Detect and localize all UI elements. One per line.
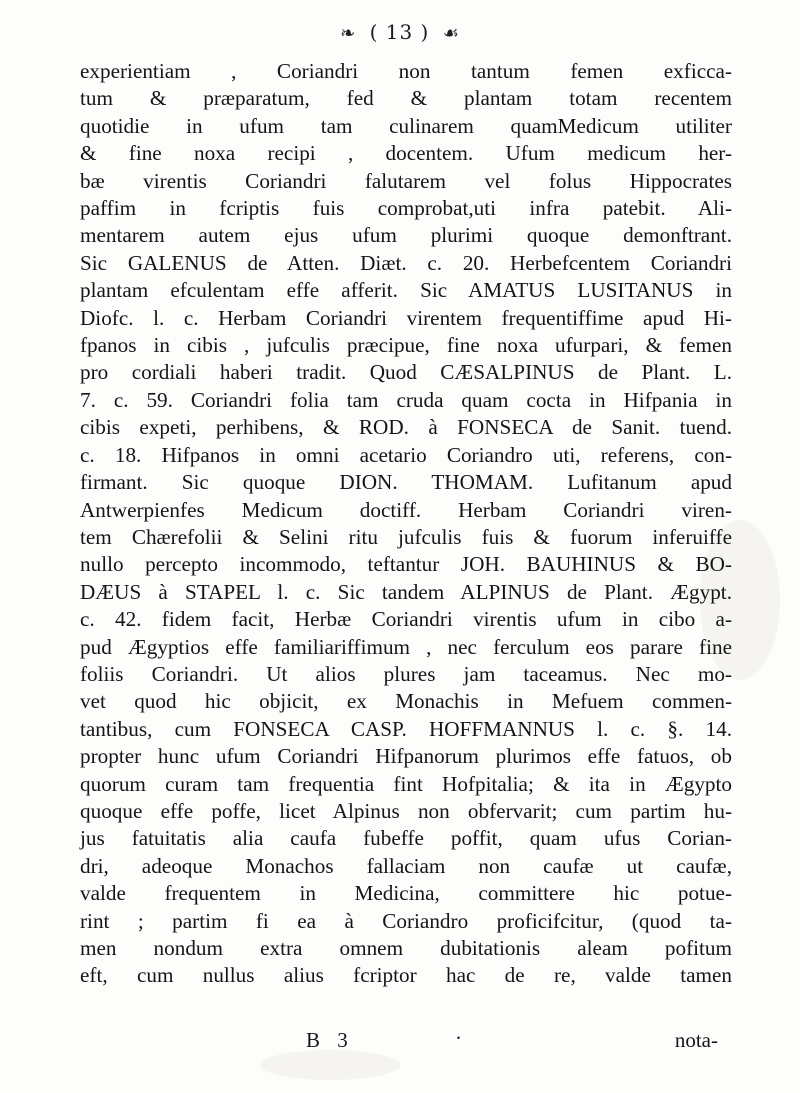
text-line: nullo percepto incommodo, teftantur JOH. BAUHINUS & BO-	[80, 552, 732, 577]
text-line: propter hunc ufum Coriandri Hifpanorum plurimos effe fatuos, ob	[80, 744, 732, 769]
page-header	[0, 20, 800, 44]
text-line: jus fatuitatis alia caufa fubeffe poffit, quam ufus Corian-	[80, 826, 732, 851]
ornament-right-icon: ☙	[442, 23, 460, 44]
text-line: & fine noxa recipi , docentem. Ufum medicum her-	[80, 141, 732, 166]
text-line: foliis Coriandri. Ut alios plures jam taceamus. Nec mo-	[80, 661, 732, 686]
text-line: tem Chærefolii & Selini ritu jufculis fuis & fuorum inferuiffe	[80, 524, 732, 549]
page-footer	[80, 1028, 732, 1058]
text-line: dri, adeoque Monachos fallaciam non caufæ ut caufæ,	[80, 853, 732, 878]
text-line: men nondum extra omnem dubitationis aleam pofitum	[80, 936, 732, 960]
page-number: ( 13 )	[369, 20, 430, 44]
text-line: experientiam , Coriandri non tantum femen exficca-	[80, 59, 732, 83]
ornament-left-icon: ❧	[340, 23, 357, 44]
text-line: 7. c. 59. Coriandri folia tam cruda quam cocta in Hifpania in	[80, 387, 732, 412]
catchword: nota-	[674, 1028, 718, 1052]
text-line: bæ virentis Coriandri falutarem vel folus Hippocrates	[80, 168, 732, 193]
text-line: Sic GALENUS de Atten. Diæt. c. 20. Herbefcentem Coriandri	[80, 250, 732, 275]
text-line: fpanos in cibis , jufculis præcipue, fine noxa ufurpari, & femen	[80, 333, 732, 358]
text-line: quoque effe poffe, licet Alpinus non obfervarit; cum partim hu-	[80, 798, 732, 823]
text-line: paffim in fcriptis fuis comprobat,uti infra patebit. Ali-	[80, 196, 732, 221]
text-line: Antwerpienfes Medicum doctiff. Herbam Coriandri viren-	[80, 497, 732, 522]
text-line: c. 42. fidem facit, Herbæ Coriandri virentis ufum in cibo a-	[80, 607, 732, 632]
body-text	[80, 58, 732, 990]
text-line: DÆUS à STAPEL l. c. Sic tandem ALPINUS de Plant. Ægypt.	[80, 579, 732, 604]
text-line: eft, cum nullus alius fcriptor hac de re, valde tamen	[80, 963, 732, 988]
footer-dot: ·	[455, 1026, 462, 1050]
signature-mark: B 3	[306, 1028, 354, 1052]
text-line: tantibus, cum FONSECA CASP. HOFFMANNUS l. c. §. 14.	[80, 716, 732, 741]
text-line: firmant. Sic quoque DION. THOMAM. Lufitanum apud	[80, 470, 732, 495]
text-line: quotidie in ufum tam culinarem quamMedicum utiliter	[80, 113, 732, 138]
text-line: plantam efculentam effe afferit. Sic AMATUS LUSITANUS in	[80, 278, 732, 303]
text-line: mentarem autem ejus ufum plurimi quoque demonftrant.	[80, 223, 732, 248]
text-line: pro cordiali haberi tradit. Quod CÆSALPINUS de Plant. L.	[80, 360, 732, 385]
text-line: valde frequentem in Medicina, committere hic potue-	[80, 881, 732, 906]
text-line: Diofc. l. c. Herbam Coriandri virentem frequentiffime apud Hi-	[80, 305, 732, 330]
text-line: rint ; partim fi ea à Coriandro proficifcitur, (quod ta-	[80, 908, 732, 933]
text-line: c. 18. Hifpanos in omni acetario Coriandro uti, referens, con-	[80, 442, 732, 467]
text-line: pud Ægyptios effe familiariffimum , nec ferculum eos parare fine	[80, 634, 732, 659]
text-line: tum & præparatum, fed & plantam totam recentem	[80, 86, 732, 111]
text-line: quorum curam tam frequentia fint Hofpitalia; & ita in Ægypto	[80, 771, 732, 796]
text-line: vet quod hic objicit, ex Monachis in Mefuem commen-	[80, 689, 732, 714]
text-line: cibis expeti, perhibens, & ROD. à FONSECA de Sanit. tuend.	[80, 415, 732, 440]
